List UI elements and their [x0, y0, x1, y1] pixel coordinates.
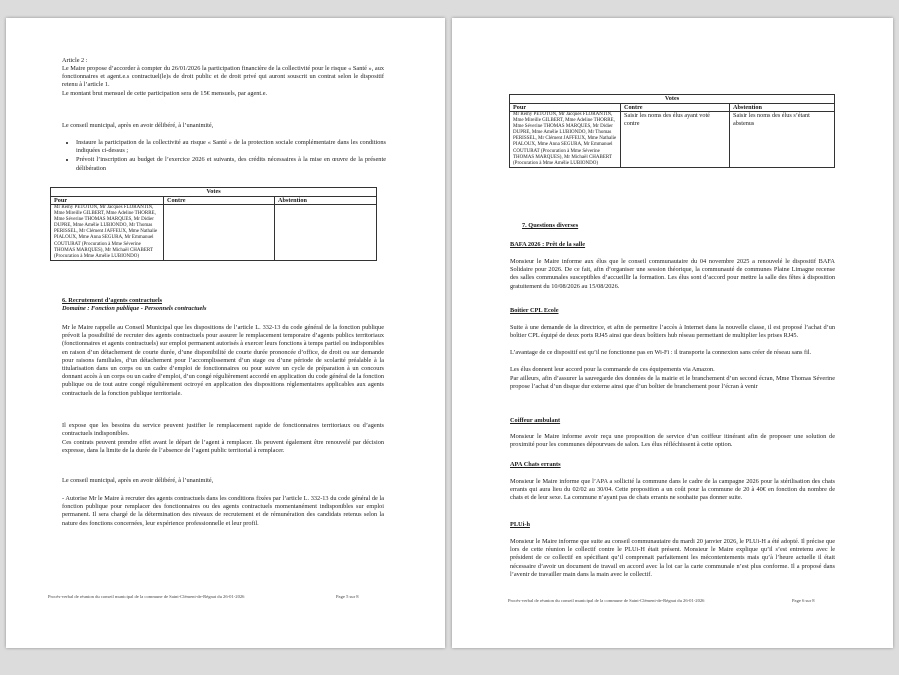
votes-pour-names: Mr Remy PETOTON, Mr Jacques FLORANTIN, Mme Mireille GILBERT, Mme Adeline THORRE, Mme Séverine THOMAS MARQUES, Mr Didier DUPRE, Mme Amélie LUBIONDO, Mr Thomas PERISSEL, Mr Clément JAFFEUX, Mme Nathalie PIALOUX, Mme Anna SEGURA, Mr Emmanuel COUTURAT (Procuration à Mme Séverine THOMAS MARQUES), Mr Michaël CHABERT (Procuration à Mme Amélie LUBIONDO)	[51, 205, 164, 261]
page-footer: Procès-verbal de réunion du conseil municipal de la commune de Saint-Clément-de-Régnat du 26-01-2026	[48, 594, 245, 599]
bafa-text: Monsieur le Maire informe aux élus que le conseil communautaire du 04 novembre 2025 a renouvelé le dispositif BAFA Solidaire pour 2026. De ce fait, afin d’organiser une session théorique, la communauté de communes Plaine Limagne recense des salles communales susceptibles d’accueillir la formation. Les élus sont d’accord pour mettre la salle des fêtes à disposition gratuitement du 10/08/2026 au 15/08/2026.	[510, 258, 835, 290]
pluih-text: Monsieur le Maire informe que suite au conseil communautaire du mardi 20 janvier 2026, le PLUi-H a été adopté. Il précise que lors de cette réunion le collectif contre le PLUi-H était présent. Monsieur le Maire explique qu’il s’est entretenu avec le président de ce collectif en spécifiant qu’il comprenait parfaitement les mécontentements mais qu’à l’heure actuelle il était nécessaire d’avoir un document de travail en accord avec la loi car la carte communale n’est plus conforme. Il a proposé dans l’avenir de travailler main dans la main avec le collectif.	[510, 538, 835, 578]
cpl-text: Les élus donnent leur accord pour la commande de ces équipements via Amazon.	[510, 366, 715, 373]
section-6-title: 6. Recrutement d’agents contractuels	[62, 297, 163, 304]
cpl-text: L’avantage de ce dispositif est qu’il ne fonctionne pas en Wi-Fi : il transporte la connexion sans créer de réseau sans fil.	[510, 349, 812, 356]
section-6-paragraph: Mr le Maire rappelle au Conseil Municipal que les dispositions de l’article L. 332-13 du code général de la fonction publique prévoit la possibilité de recruter des agents contractuels pour assurer le remplacement temporaire d’agents publics territoriaux (fonctionnaires et agents contractuels) sur emploi permanent autorisés à exercer leurs fonctions à temps partiel ou indisponibles en raison d’un détachement de courte durée, d’une disponibilité de courte durée prononcée d’office, de droit ou sur demande pour raisons familiales, d’un détachement pour l’accomplissement d’un stage ou d’une période de scolarité préalable à la titularisation dans un corps ou un cadre d’emploi de fonctionnaires ou pour suivre un cycle de préparation à un concours donnant accès à un corps ou un cadre d’emploi, d’un congé régulièrement accordé en application du code général de la fonction publique ou de tout autre congé régulièrement octroyé en application des dispositions réglementaires applicables aux agents contractuels de la fonction publique territoriale.	[62, 324, 384, 397]
votes-header-abstention: Abstention	[275, 196, 377, 205]
article-2-title: Article 2 :	[62, 57, 88, 64]
votes-table	[509, 94, 835, 168]
section-6-domain: Domaine : Fonction publique - Personnels contractuels	[62, 305, 207, 312]
votes-abstention-names	[275, 205, 377, 261]
section-6-paragraph: Ces contrats peuvent prendre effet avant le départ de l’agent à remplacer. Ils peuvent également être renouvelé par décision expresse, dans la limite de la durée de l’absence de l’agent public territorial à remplacer.	[62, 439, 384, 455]
decision-list	[64, 139, 386, 174]
votes-title: Votes	[510, 95, 835, 104]
apa-text: Monsieur le Maire informe que l’APA a sollicité la commune dans le cadre de la campagne 2026 pour la stérilisation des chats errants qui aura lieu du 02/02 au 30/04. Cette proposition a un coût pour la commune de 20 à 40€ en fonction du nombre de chats et de leur sexe. La commune n’ayant pas de chats errants ne souhaite pas donner suite.	[510, 478, 835, 502]
deliberation-text: Le conseil municipal, après en avoir délibéré, à l’unanimité,	[62, 477, 214, 484]
coiffeur-title: Coiffeur ambulant	[510, 417, 561, 424]
votes-contre-names	[164, 205, 275, 261]
article-2-amount: Le montant brut mensuel de cette participation sera de 15€ mensuels, par agent.e.	[62, 90, 268, 97]
cpl-text: Par ailleurs, afin d’assurer la sauvegarde des données de la mairie et le branchement d’un second écran, Mme Thomas Séverine propose l’achat d’un disque dur externe ainsi que d’un boîtier de branchement pour l’écran à venir	[510, 375, 835, 391]
votes-abstention-names: Saisir les noms des élus s’étant abstenus	[730, 112, 835, 168]
article-2-paragraph: Le Maire propose d’accorder à compter du 26/01/2026 la participation financière de la collectivité pour le risque « Santé », aux fonctionnaires et agent.e.s contractuel(le)s de droit public et de droit privé qui auront souscrit un contrat selon le dispositif retenu à l’article 1.	[62, 65, 384, 89]
votes-header-contre: Contre	[164, 196, 275, 205]
votes-header-abstention: Abstention	[730, 103, 835, 112]
section-6-decision: - Autorise Mr le Maire à recruter des agents contractuels dans les conditions fixées par l’article L. 332-13 du code général de la fonction publique pour remplacer des fonctionnaires ou des agents contractuels momentanément indisponibles sur emploi permanent. Il sera chargé de la détermination des niveaux de recrutement et de rémunération des candidats retenus selon la nature des fonctions concernées, leur expérience professionnelle et leur profil.	[62, 495, 384, 527]
apa-title: APA Chats errants	[510, 461, 561, 468]
page-6	[452, 18, 893, 648]
deliberation-text: Le conseil municipal, après en avoir délibéré, à l’unanimité,	[62, 122, 214, 129]
votes-table	[50, 187, 377, 261]
votes-title: Votes	[51, 188, 377, 197]
section-6-paragraph: Il expose que les besoins du service peuvent justifier le remplacement rapide de fonctionnaires territoriaux ou d’agents contractuels indisponibles.	[62, 422, 384, 438]
section-7-title: 7. Questions diverses	[522, 222, 579, 229]
cpl-title: Boitier CPL Ecole	[510, 307, 559, 314]
decision-item: • Instaure la participation de la collectivité au risque « Santé » de la protection sociale complémentaire dans les conditions indiquées ci-dessus ;	[76, 139, 386, 155]
decision-item: • Prévoit l’inscription au budget de l’exercice 2026 et suivants, des crédits nécessaires à la mise en œuvre de la présente délibération	[76, 156, 386, 172]
cpl-text: Suite à une demande de la directrice, et afin de permettre l’accès à Internet dans la nouvelle classe, il est proposé l’achat d’un boîtier CPL équipé de deux ports RJ45 ainsi que deux boîtiers hub réseau permettant de multiplier les prises RJ45.	[510, 324, 835, 340]
pluih-title: PLUi-h	[510, 521, 530, 528]
votes-pour-names: Mr Remy PETOTON, Mr Jacques FLORANTIN, Mme Mireille GILBERT, Mme Adeline THORRE, Mme Séverine THOMAS MARQUES, Mr Didier DUPRE, Mme Amélie LUBIONDO, Mr Thomas PERISSEL, Mr Clément JAFFEUX, Mme Nathalie PIALOUX, Mme Anna SEGURA, Mr Emmanuel COUTURAT (Procuration à Mme Séverine THOMAS MARQUES), Mr Michaël CHABERT (Procuration à Mme Amélie LUBIONDO)	[510, 112, 621, 168]
votes-contre-names: Saisir les noms des élus ayant voté contre	[621, 112, 730, 168]
votes-header-pour: Pour	[51, 196, 164, 205]
coiffeur-text: Monsieur le Maire informe avoir reçu une proposition de service d’un coiffeur itinérant afin de proposer une solution de proximité pour les communes dépourvues de salon. Les élus réfléchissent à cette option.	[510, 433, 835, 449]
page-footer: Procès-verbal de réunion du conseil municipal de la commune de Saint-Clément-de-Régnat du 26-01-2026	[508, 598, 705, 603]
page-5	[6, 18, 445, 648]
votes-header-contre: Contre	[621, 103, 730, 112]
votes-header-pour: Pour	[510, 103, 621, 112]
page-number: Page 6 sur 8	[792, 598, 815, 603]
page-number: Page 5 sur 8	[336, 594, 359, 599]
bafa-title: BAFA 2026 : Prêt de la salle	[510, 241, 586, 248]
